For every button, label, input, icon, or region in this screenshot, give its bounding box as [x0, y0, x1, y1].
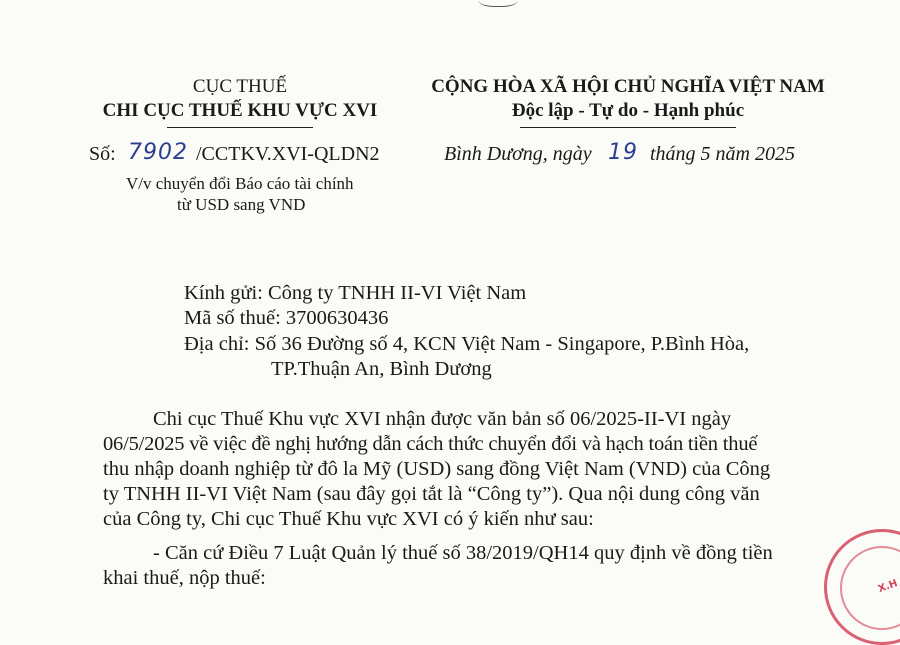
handwritten-day: 19	[608, 140, 638, 165]
nation-title: CỘNG HÒA XÃ HỘI CHỦ NGHĨA VIỆT NAM	[431, 76, 825, 97]
body-p1-line-3: thu nhập doanh nghiệp từ đô la Mỹ (USD) sang đồng Việt Nam (VND) của Công	[103, 458, 771, 480]
left-header-underline	[167, 127, 313, 128]
body-p1-line-4: ty TNHH II-VI Việt Nam (sau đây gọi tắt là “Công ty”). Qua nội dung công văn	[103, 483, 760, 505]
recipient-address-2: TP.Thuận An, Bình Dương	[271, 358, 492, 380]
right-header-underline	[520, 127, 736, 128]
agency-name: CỤC THUẾ	[192, 76, 288, 97]
date-suffix: tháng 5 năm 2025	[650, 143, 795, 165]
recipient-address-1: Địa chỉ: Số 36 Đường số 4, KCN Việt Nam - Singapore, P.Bình Hòa,	[184, 333, 750, 355]
subject-line-2: từ USD sang VND	[177, 195, 306, 214]
recipient-tax-code: Mã số thuế: 3700630436	[184, 307, 389, 329]
document-number-suffix: /CCTKV.XVI-QLDN2	[196, 143, 380, 165]
stamp-text: X.H	[876, 577, 900, 596]
top-handwritten-mark	[478, 0, 518, 7]
date-prefix: Bình Dương, ngày	[444, 143, 592, 165]
motto: Độc lập - Tự do - Hạnh phúc	[511, 100, 745, 121]
sub-agency-name: CHI CỤC THUẾ KHU VỰC XVI	[102, 100, 378, 121]
document-number	[89, 143, 116, 166]
subject-line-1: V/v chuyển đổi Báo cáo tài chính	[126, 174, 354, 193]
number-prefix: Số:	[89, 143, 116, 165]
body-p1-line-5: của Công ty, Chi cục Thuế Khu vực XVI có ý kiến như sau:	[103, 508, 594, 530]
body-p2-line-1: - Căn cứ Điều 7 Luật Quản lý thuế số 38/2019/QH14 quy định về đồng tiền	[153, 542, 773, 564]
handwritten-document-number: 7902	[128, 140, 188, 165]
recipient-line-1: Kính gửi: Công ty TNHH II-VI Việt Nam	[184, 282, 527, 304]
body-p1-line-2: 06/5/2025 về việc đề nghị hướng dẫn cách thức chuyển đổi và hạch toán tiền thuế	[103, 433, 758, 455]
body-p1-line-1: Chi cục Thuế Khu vực XVI nhận được văn bản số 06/2025-II-VI ngày	[153, 408, 732, 430]
body-p2-line-2: khai thuế, nộp thuế:	[103, 567, 266, 589]
